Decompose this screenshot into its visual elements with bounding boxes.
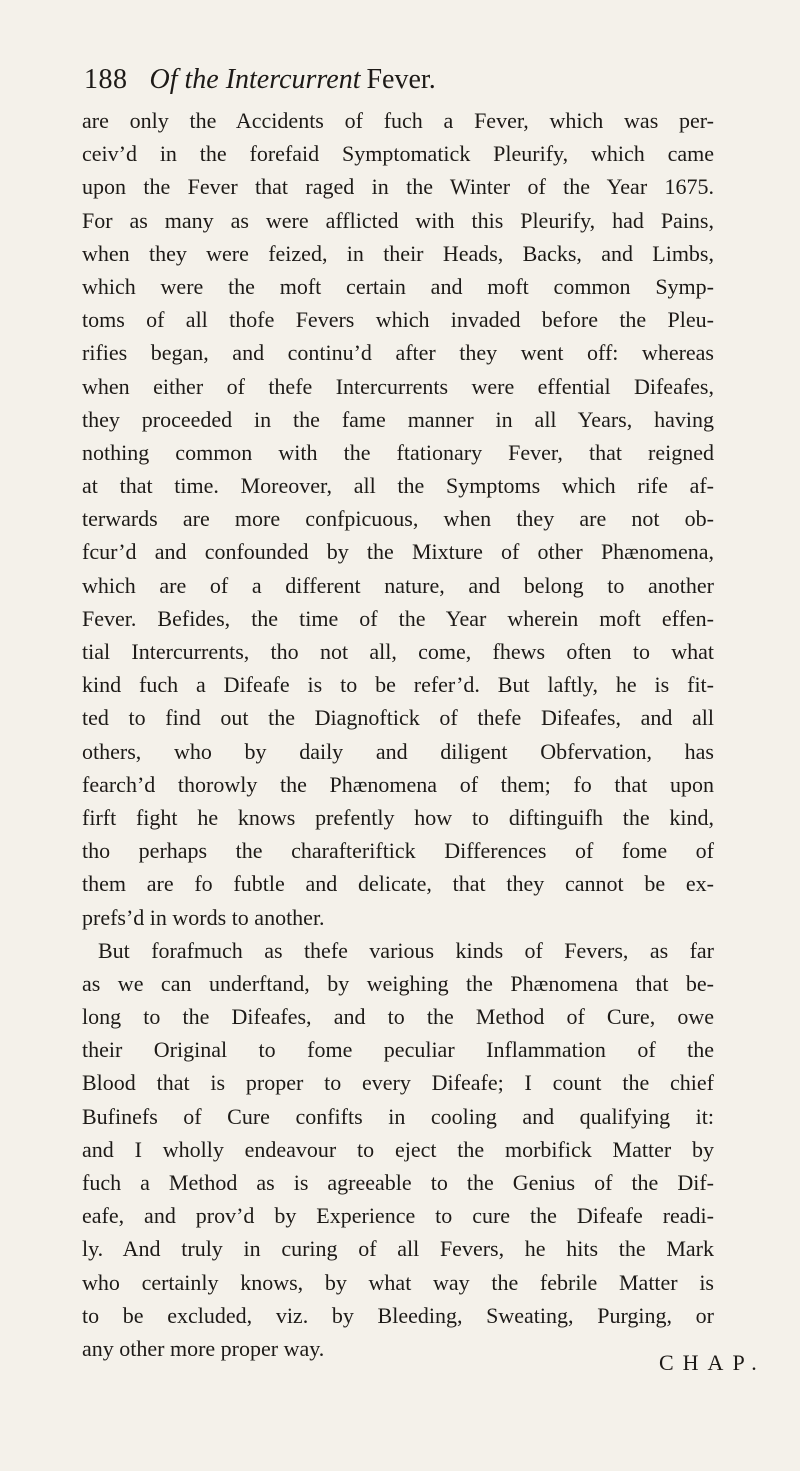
text-line: ly. And truly in curing of all Fevers, he hits the Mark bbox=[82, 1236, 714, 1262]
body-text bbox=[82, 104, 714, 1365]
text-line: For as many as were afflicted with this Pleurify, had Pains, bbox=[82, 207, 714, 233]
text-line: But forafmuch as thefe various kinds of Fevers, as far bbox=[98, 937, 714, 963]
text-line: firft fight he knows prefently how to diftinguifh the kind, bbox=[82, 804, 714, 830]
text-line: long to the Difeafes, and to the Method of Cure, owe bbox=[82, 1004, 714, 1030]
running-head bbox=[84, 62, 724, 98]
text-line: rifies began, and continu’d after they went off: whereas bbox=[82, 340, 714, 366]
text-line: when either of thefe Intercurrents were effential Difeafes, bbox=[82, 373, 714, 399]
text-line: any other more proper way. bbox=[82, 1335, 325, 1361]
text-line: fuch a Method as is agreeable to the Genius of the Dif- bbox=[82, 1170, 714, 1195]
text-line: when they were feized, in their Heads, Backs, and Limbs, bbox=[82, 240, 714, 266]
text-line: toms of all thofe Fevers which invaded before the Pleu- bbox=[82, 307, 714, 333]
text-line: are only the Accidents of fuch a Fever, which was per- bbox=[82, 108, 714, 133]
text-line: eafe, and prov’d by Experience to cure the Difeafe readi- bbox=[82, 1203, 714, 1229]
text-line: kind fuch a Difeafe is to be refer’d. But laftly, he is fit- bbox=[82, 672, 714, 698]
text-line: Blood that is proper to every Difeafe; I count the chief bbox=[82, 1070, 714, 1096]
text-line: nothing common with the ftationary Fever, that reigned bbox=[82, 439, 714, 465]
text-line: Fever. Befides, the time of the Year wherein moft effen- bbox=[82, 605, 714, 631]
text-line: tho perhaps the charafteriftick Differences of fome of bbox=[82, 838, 714, 864]
text-line: as we can underftand, by weighing the Phænomena that be- bbox=[82, 970, 714, 996]
text-line: terwards are more confpicuous, when they are not ob- bbox=[82, 506, 714, 532]
text-line: them are fo fubtle and delicate, that they cannot be ex- bbox=[82, 871, 714, 897]
text-line: they proceeded in the fame manner in all Years, having bbox=[82, 406, 714, 432]
text-line: who certainly knows, by what way the febrile Matter is bbox=[82, 1269, 714, 1295]
running-title-fever: Fever. bbox=[366, 64, 436, 95]
text-line: fearch’d thorowly the Phænomena of them; fo that upon bbox=[82, 771, 714, 797]
text-line: at that time. Moreover, all the Symptoms which rife af- bbox=[82, 473, 714, 499]
running-title: Of the Intercurrent bbox=[149, 64, 361, 95]
text-line: Bufinefs of Cure confifts in cooling and qualifying it: bbox=[82, 1103, 714, 1129]
text-line: upon the Fever that raged in the Winter of the Year 1675. bbox=[82, 174, 714, 200]
text-line: ceiv’d in the forefaid Symptomatick Pleurify, which came bbox=[82, 141, 714, 167]
catchword: CHAP. bbox=[659, 1350, 766, 1375]
text-line: to be excluded, viz. by Bleeding, Sweating, Purging, or bbox=[82, 1302, 714, 1328]
text-line: others, who by daily and diligent Obfervation, has bbox=[82, 738, 714, 764]
text-line: which are of a different nature, and belong to another bbox=[82, 572, 714, 598]
text-line: and I wholly endeavour to eject the morbifick Matter by bbox=[82, 1136, 714, 1162]
text-line: ted to find out the Diagnoftick of thefe Difeafes, and all bbox=[82, 705, 714, 731]
text-line: tial Intercurrents, tho not all, come, fhews often to what bbox=[82, 639, 714, 664]
text-line: which were the moft certain and moft common Symp- bbox=[82, 273, 714, 299]
page-number: 188 bbox=[84, 64, 128, 95]
text-line: prefs’d in words to another. bbox=[82, 904, 325, 930]
text-line: fcur’d and confounded by the Mixture of other Phænomena, bbox=[82, 539, 714, 565]
text-line: their Original to fome peculiar Inflammation of the bbox=[82, 1037, 714, 1063]
